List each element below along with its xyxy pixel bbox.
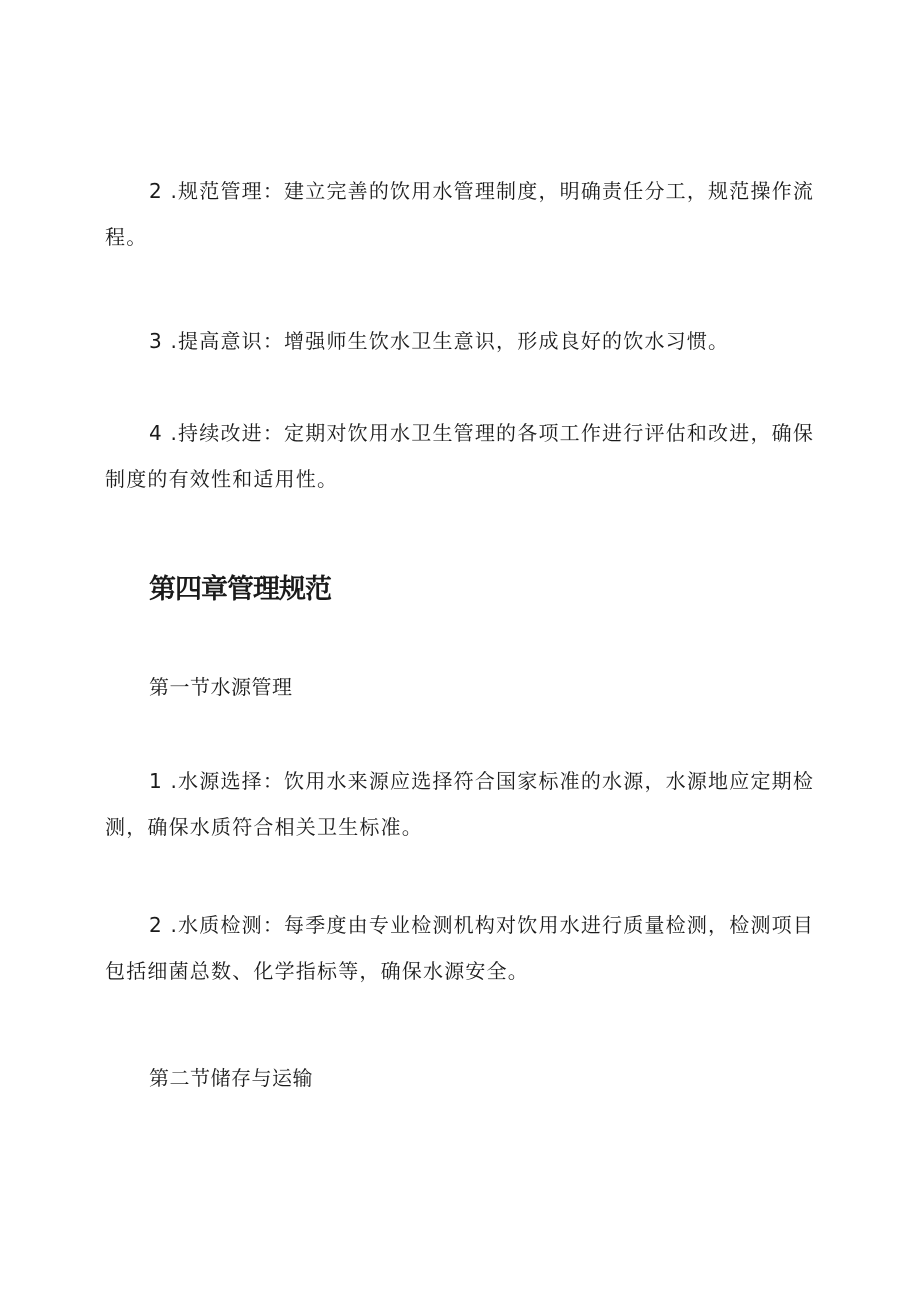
- paragraph-water-source-selection: 1 .水源选择：饮用水来源应选择符合国家标准的水源，水源地应定期检测，确保水质符合相关卫生标准。: [105, 769, 815, 839]
- chapter-title: 第四章管理规范: [149, 574, 331, 605]
- paragraph-standardized-management: 2 .规范管理：建立完善的饮用水管理制度，明确责任分工，规范操作流程。: [105, 179, 815, 249]
- section-title-water-source: 第一节水源管理: [149, 675, 293, 699]
- paragraph-continuous-improvement: 4 .持续改进：定期对饮用水卫生管理的各项工作进行评估和改进，确保制度的有效性和适用性。: [105, 421, 815, 491]
- paragraph-water-quality-testing: 2 .水质检测：每季度由专业检测机构对饮用水进行质量检测，检测项目包括细菌总数、化学指标等，确保水源安全。: [105, 913, 815, 983]
- paragraph-raise-awareness: 3 .提高意识：增强师生饮水卫生意识，形成良好的饮水习惯。: [149, 329, 730, 353]
- section-title-storage-transport: 第二节储存与运输: [149, 1066, 313, 1090]
